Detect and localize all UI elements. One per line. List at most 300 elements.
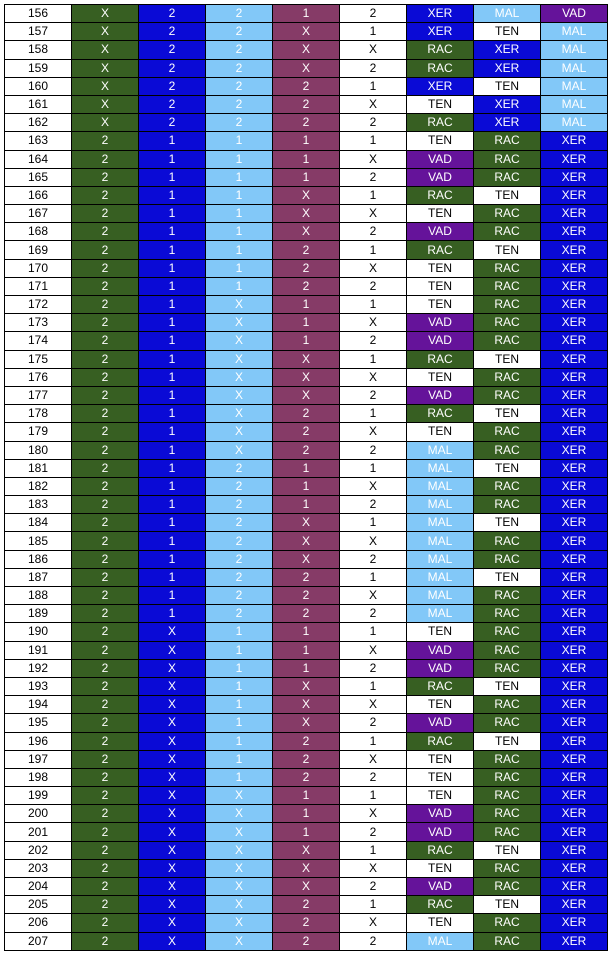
col-e-cell: 2: [340, 277, 407, 295]
col-b-cell: 1: [139, 150, 206, 168]
col-a-cell: 2: [72, 314, 139, 332]
col-d-cell: 2: [273, 114, 340, 132]
table-row: [5, 805, 608, 823]
code-1-cell: VAD: [407, 823, 474, 841]
code-2-cell: TEN: [474, 732, 541, 750]
code-3-cell: MAL: [541, 77, 608, 95]
code-1-cell: RAC: [407, 114, 474, 132]
table-row: [5, 205, 608, 223]
col-a-cell: 2: [72, 168, 139, 186]
col-d-cell: 2: [273, 423, 340, 441]
table-row: [5, 714, 608, 732]
col-a-cell: 2: [72, 186, 139, 204]
row-number-cell: 171: [5, 277, 72, 295]
col-d-cell: 2: [273, 259, 340, 277]
col-d-cell: 2: [273, 568, 340, 586]
table-row: [5, 350, 608, 368]
combination-table: [4, 4, 608, 951]
table-row: [5, 587, 608, 605]
code-1-cell: RAC: [407, 405, 474, 423]
col-b-cell: 1: [139, 496, 206, 514]
code-2-cell: RAC: [474, 332, 541, 350]
col-b-cell: 2: [139, 95, 206, 113]
col-a-cell: 2: [72, 896, 139, 914]
col-c-cell: 1: [206, 732, 273, 750]
col-e-cell: X: [340, 150, 407, 168]
col-c-cell: 2: [206, 477, 273, 495]
col-c-cell: 1: [206, 714, 273, 732]
code-2-cell: TEN: [474, 241, 541, 259]
col-b-cell: 1: [139, 386, 206, 404]
row-number-cell: 197: [5, 750, 72, 768]
col-e-cell: 1: [340, 241, 407, 259]
col-e-cell: X: [340, 532, 407, 550]
col-e-cell: 2: [340, 5, 407, 23]
col-c-cell: 2: [206, 77, 273, 95]
col-e-cell: 2: [340, 823, 407, 841]
table-row: [5, 532, 608, 550]
col-c-cell: X: [206, 805, 273, 823]
table-row: [5, 23, 608, 41]
code-2-cell: RAC: [474, 386, 541, 404]
col-d-cell: 2: [273, 605, 340, 623]
code-1-cell: TEN: [407, 296, 474, 314]
col-b-cell: X: [139, 659, 206, 677]
row-number-cell: 180: [5, 441, 72, 459]
col-b-cell: 1: [139, 296, 206, 314]
col-a-cell: 2: [72, 841, 139, 859]
table-row: [5, 459, 608, 477]
code-3-cell: XER: [541, 386, 608, 404]
code-1-cell: TEN: [407, 277, 474, 295]
code-1-cell: MAL: [407, 514, 474, 532]
code-2-cell: RAC: [474, 641, 541, 659]
col-b-cell: 1: [139, 223, 206, 241]
col-a-cell: 2: [72, 823, 139, 841]
code-1-cell: TEN: [407, 859, 474, 877]
code-1-cell: RAC: [407, 677, 474, 695]
row-number-cell: 193: [5, 677, 72, 695]
code-1-cell: MAL: [407, 550, 474, 568]
col-e-cell: 2: [340, 223, 407, 241]
row-number-cell: 186: [5, 550, 72, 568]
col-e-cell: 1: [340, 459, 407, 477]
col-d-cell: X: [273, 677, 340, 695]
table-row: [5, 95, 608, 113]
col-e-cell: 1: [340, 677, 407, 695]
code-3-cell: XER: [541, 659, 608, 677]
row-number-cell: 183: [5, 496, 72, 514]
col-a-cell: 2: [72, 623, 139, 641]
col-b-cell: 1: [139, 550, 206, 568]
col-d-cell: X: [273, 859, 340, 877]
col-a-cell: X: [72, 77, 139, 95]
code-2-cell: RAC: [474, 878, 541, 896]
row-number-cell: 205: [5, 896, 72, 914]
code-3-cell: XER: [541, 205, 608, 223]
col-e-cell: X: [340, 477, 407, 495]
code-3-cell: XER: [541, 223, 608, 241]
col-c-cell: X: [206, 859, 273, 877]
col-b-cell: X: [139, 750, 206, 768]
col-c-cell: X: [206, 296, 273, 314]
table-row: [5, 114, 608, 132]
col-b-cell: 1: [139, 423, 206, 441]
col-d-cell: 1: [273, 314, 340, 332]
code-3-cell: XER: [541, 550, 608, 568]
row-number-cell: 206: [5, 914, 72, 932]
table-body: [5, 5, 608, 951]
code-1-cell: RAC: [407, 59, 474, 77]
col-c-cell: 1: [206, 168, 273, 186]
code-3-cell: XER: [541, 241, 608, 259]
code-3-cell: XER: [541, 641, 608, 659]
col-e-cell: 1: [340, 296, 407, 314]
col-a-cell: X: [72, 23, 139, 41]
row-number-cell: 163: [5, 132, 72, 150]
code-1-cell: TEN: [407, 914, 474, 932]
code-2-cell: RAC: [474, 150, 541, 168]
col-c-cell: 1: [206, 150, 273, 168]
col-a-cell: 2: [72, 768, 139, 786]
code-1-cell: XER: [407, 23, 474, 41]
table-row: [5, 859, 608, 877]
col-b-cell: 1: [139, 186, 206, 204]
code-3-cell: XER: [541, 405, 608, 423]
code-1-cell: MAL: [407, 932, 474, 950]
code-1-cell: TEN: [407, 768, 474, 786]
col-b-cell: X: [139, 787, 206, 805]
code-2-cell: TEN: [474, 514, 541, 532]
col-a-cell: 2: [72, 914, 139, 932]
col-b-cell: 1: [139, 132, 206, 150]
col-d-cell: X: [273, 23, 340, 41]
code-2-cell: RAC: [474, 296, 541, 314]
code-3-cell: MAL: [541, 114, 608, 132]
code-2-cell: TEN: [474, 350, 541, 368]
code-3-cell: XER: [541, 768, 608, 786]
col-d-cell: 2: [273, 241, 340, 259]
table-row: [5, 659, 608, 677]
col-a-cell: 2: [72, 932, 139, 950]
code-2-cell: TEN: [474, 405, 541, 423]
row-number-cell: 173: [5, 314, 72, 332]
col-e-cell: 2: [340, 114, 407, 132]
table-row: [5, 259, 608, 277]
col-d-cell: 1: [273, 132, 340, 150]
table-row: [5, 314, 608, 332]
code-2-cell: XER: [474, 114, 541, 132]
code-1-cell: TEN: [407, 750, 474, 768]
row-number-cell: 182: [5, 477, 72, 495]
col-c-cell: 2: [206, 587, 273, 605]
col-a-cell: X: [72, 114, 139, 132]
col-e-cell: 1: [340, 623, 407, 641]
table-row: [5, 441, 608, 459]
col-d-cell: 2: [273, 932, 340, 950]
table-row: [5, 914, 608, 932]
code-3-cell: XER: [541, 787, 608, 805]
col-a-cell: 2: [72, 532, 139, 550]
col-e-cell: 2: [340, 59, 407, 77]
code-3-cell: MAL: [541, 59, 608, 77]
col-c-cell: 1: [206, 641, 273, 659]
col-b-cell: X: [139, 732, 206, 750]
col-e-cell: X: [340, 587, 407, 605]
row-number-cell: 166: [5, 186, 72, 204]
col-a-cell: X: [72, 59, 139, 77]
col-e-cell: 1: [340, 568, 407, 586]
row-number-cell: 189: [5, 605, 72, 623]
code-1-cell: TEN: [407, 259, 474, 277]
code-1-cell: TEN: [407, 95, 474, 113]
col-d-cell: 2: [273, 277, 340, 295]
col-c-cell: 1: [206, 659, 273, 677]
col-e-cell: 1: [340, 23, 407, 41]
code-1-cell: TEN: [407, 787, 474, 805]
col-b-cell: 1: [139, 532, 206, 550]
row-number-cell: 160: [5, 77, 72, 95]
col-b-cell: 1: [139, 441, 206, 459]
col-b-cell: X: [139, 768, 206, 786]
col-c-cell: X: [206, 368, 273, 386]
code-2-cell: RAC: [474, 496, 541, 514]
table-row: [5, 150, 608, 168]
col-b-cell: 1: [139, 477, 206, 495]
row-number-cell: 203: [5, 859, 72, 877]
code-3-cell: XER: [541, 459, 608, 477]
col-c-cell: 1: [206, 259, 273, 277]
col-b-cell: X: [139, 623, 206, 641]
col-e-cell: X: [340, 859, 407, 877]
code-2-cell: RAC: [474, 659, 541, 677]
col-c-cell: 1: [206, 750, 273, 768]
col-d-cell: 1: [273, 641, 340, 659]
col-d-cell: 2: [273, 914, 340, 932]
col-b-cell: 1: [139, 205, 206, 223]
col-a-cell: 2: [72, 496, 139, 514]
col-d-cell: X: [273, 59, 340, 77]
col-a-cell: 2: [72, 677, 139, 695]
col-c-cell: X: [206, 914, 273, 932]
row-number-cell: 181: [5, 459, 72, 477]
row-number-cell: 199: [5, 787, 72, 805]
code-1-cell: MAL: [407, 587, 474, 605]
table-row: [5, 750, 608, 768]
col-c-cell: 1: [206, 696, 273, 714]
col-c-cell: X: [206, 896, 273, 914]
code-2-cell: TEN: [474, 77, 541, 95]
row-number-cell: 177: [5, 386, 72, 404]
col-a-cell: 2: [72, 296, 139, 314]
col-d-cell: 2: [273, 750, 340, 768]
code-3-cell: XER: [541, 732, 608, 750]
row-number-cell: 162: [5, 114, 72, 132]
code-2-cell: RAC: [474, 787, 541, 805]
col-a-cell: 2: [72, 132, 139, 150]
row-number-cell: 196: [5, 732, 72, 750]
col-c-cell: 1: [206, 768, 273, 786]
col-c-cell: 2: [206, 5, 273, 23]
row-number-cell: 192: [5, 659, 72, 677]
code-1-cell: TEN: [407, 423, 474, 441]
col-e-cell: 1: [340, 787, 407, 805]
code-3-cell: XER: [541, 150, 608, 168]
code-2-cell: XER: [474, 95, 541, 113]
code-2-cell: RAC: [474, 623, 541, 641]
table-row: [5, 332, 608, 350]
row-number-cell: 190: [5, 623, 72, 641]
col-d-cell: 2: [273, 405, 340, 423]
code-2-cell: RAC: [474, 259, 541, 277]
table-row: [5, 550, 608, 568]
col-c-cell: X: [206, 878, 273, 896]
col-d-cell: X: [273, 714, 340, 732]
table-row: [5, 386, 608, 404]
col-e-cell: 2: [340, 714, 407, 732]
col-b-cell: 1: [139, 514, 206, 532]
col-d-cell: X: [273, 696, 340, 714]
col-c-cell: 2: [206, 514, 273, 532]
col-c-cell: 2: [206, 496, 273, 514]
col-a-cell: 2: [72, 859, 139, 877]
col-c-cell: 2: [206, 605, 273, 623]
col-d-cell: X: [273, 186, 340, 204]
code-3-cell: XER: [541, 314, 608, 332]
row-number-cell: 169: [5, 241, 72, 259]
code-2-cell: XER: [474, 59, 541, 77]
col-a-cell: 2: [72, 386, 139, 404]
col-d-cell: X: [273, 223, 340, 241]
col-a-cell: 2: [72, 241, 139, 259]
col-b-cell: 1: [139, 405, 206, 423]
code-1-cell: RAC: [407, 841, 474, 859]
col-d-cell: 2: [273, 768, 340, 786]
col-a-cell: 2: [72, 277, 139, 295]
code-2-cell: RAC: [474, 768, 541, 786]
row-number-cell: 194: [5, 696, 72, 714]
col-e-cell: X: [340, 368, 407, 386]
code-2-cell: TEN: [474, 896, 541, 914]
row-number-cell: 168: [5, 223, 72, 241]
col-d-cell: 1: [273, 805, 340, 823]
table-row: [5, 168, 608, 186]
col-c-cell: 1: [206, 277, 273, 295]
code-2-cell: RAC: [474, 914, 541, 932]
code-2-cell: RAC: [474, 277, 541, 295]
col-a-cell: X: [72, 95, 139, 113]
code-1-cell: VAD: [407, 878, 474, 896]
row-number-cell: 164: [5, 150, 72, 168]
code-2-cell: TEN: [474, 459, 541, 477]
col-c-cell: 1: [206, 132, 273, 150]
col-e-cell: 1: [340, 132, 407, 150]
col-e-cell: X: [340, 205, 407, 223]
col-e-cell: X: [340, 641, 407, 659]
col-a-cell: 2: [72, 150, 139, 168]
code-1-cell: RAC: [407, 732, 474, 750]
col-d-cell: 1: [273, 150, 340, 168]
row-number-cell: 158: [5, 41, 72, 59]
col-d-cell: 2: [273, 95, 340, 113]
col-a-cell: X: [72, 5, 139, 23]
table-row: [5, 241, 608, 259]
col-b-cell: 1: [139, 459, 206, 477]
col-b-cell: 1: [139, 368, 206, 386]
row-number-cell: 185: [5, 532, 72, 550]
row-number-cell: 207: [5, 932, 72, 950]
col-e-cell: 2: [340, 659, 407, 677]
col-e-cell: 1: [340, 514, 407, 532]
col-b-cell: X: [139, 841, 206, 859]
col-c-cell: 2: [206, 23, 273, 41]
col-b-cell: X: [139, 714, 206, 732]
col-c-cell: X: [206, 314, 273, 332]
code-2-cell: TEN: [474, 841, 541, 859]
col-b-cell: X: [139, 896, 206, 914]
table-row: [5, 641, 608, 659]
col-d-cell: X: [273, 514, 340, 532]
code-1-cell: RAC: [407, 896, 474, 914]
col-a-cell: 2: [72, 350, 139, 368]
col-c-cell: 2: [206, 568, 273, 586]
code-3-cell: MAL: [541, 95, 608, 113]
col-d-cell: 1: [273, 477, 340, 495]
col-a-cell: 2: [72, 605, 139, 623]
code-3-cell: XER: [541, 605, 608, 623]
code-3-cell: XER: [541, 859, 608, 877]
code-1-cell: RAC: [407, 241, 474, 259]
table-row: [5, 423, 608, 441]
row-number-cell: 202: [5, 841, 72, 859]
code-1-cell: MAL: [407, 477, 474, 495]
col-d-cell: X: [273, 550, 340, 568]
col-a-cell: 2: [72, 477, 139, 495]
row-number-cell: 161: [5, 95, 72, 113]
col-a-cell: 2: [72, 514, 139, 532]
col-a-cell: 2: [72, 696, 139, 714]
col-e-cell: 1: [340, 841, 407, 859]
col-b-cell: X: [139, 696, 206, 714]
code-1-cell: MAL: [407, 605, 474, 623]
code-2-cell: RAC: [474, 368, 541, 386]
code-3-cell: XER: [541, 805, 608, 823]
table-row: [5, 696, 608, 714]
col-d-cell: X: [273, 205, 340, 223]
code-2-cell: RAC: [474, 750, 541, 768]
code-3-cell: XER: [541, 477, 608, 495]
col-b-cell: X: [139, 878, 206, 896]
col-c-cell: 1: [206, 205, 273, 223]
col-c-cell: X: [206, 787, 273, 805]
table-row: [5, 787, 608, 805]
code-2-cell: TEN: [474, 186, 541, 204]
col-a-cell: 2: [72, 805, 139, 823]
table-row: [5, 186, 608, 204]
col-b-cell: 2: [139, 77, 206, 95]
col-b-cell: X: [139, 641, 206, 659]
col-d-cell: 1: [273, 787, 340, 805]
row-number-cell: 170: [5, 259, 72, 277]
col-e-cell: 1: [340, 732, 407, 750]
row-number-cell: 167: [5, 205, 72, 223]
row-number-cell: 184: [5, 514, 72, 532]
code-1-cell: MAL: [407, 568, 474, 586]
col-e-cell: X: [340, 750, 407, 768]
col-b-cell: X: [139, 677, 206, 695]
col-c-cell: 1: [206, 677, 273, 695]
col-d-cell: 1: [273, 659, 340, 677]
